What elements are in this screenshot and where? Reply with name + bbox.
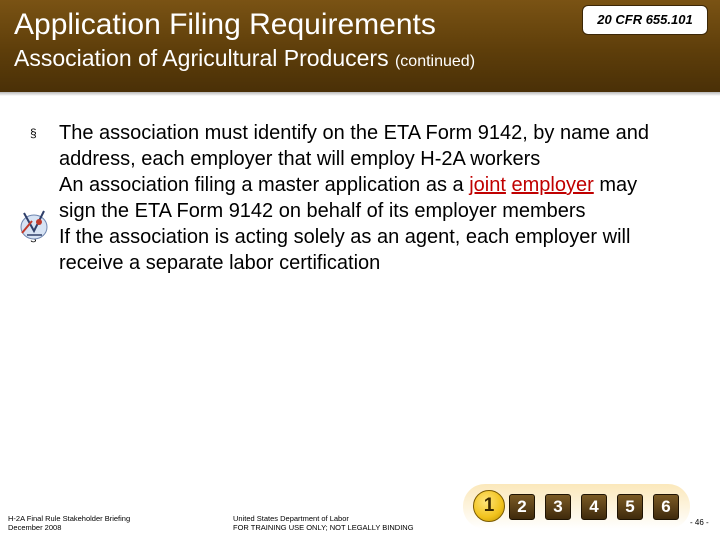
step-badge-1[interactable]: 1 (473, 490, 505, 522)
step-badge-6[interactable]: 6 (653, 494, 679, 520)
footer-left (8, 514, 130, 532)
step-badge-5[interactable]: 5 (617, 494, 643, 520)
step-badge-3[interactable]: 3 (545, 494, 571, 520)
bullet-text (59, 174, 637, 222)
cfr-reference-badge: 20 CFR 655.101 (582, 5, 708, 35)
slide-subtitle (14, 43, 475, 77)
bullet-item (30, 120, 670, 172)
step-badge-4[interactable]: 4 (581, 494, 607, 520)
page-number: - 46 - (690, 518, 709, 527)
bullet-text-before: An association filing a master application as a (59, 174, 470, 196)
subtitle-text: Association of Agricultural Producers (14, 45, 389, 71)
footer-date: December 2008 (8, 523, 62, 532)
bullet-item (30, 172, 670, 224)
slide-header (0, 0, 720, 92)
step-badge-2[interactable]: 2 (509, 494, 535, 520)
bullet-list (30, 120, 670, 276)
bullet-text: If the association is acting solely as an agent, each employer will receive a separate labor certification (59, 226, 631, 274)
bullet-text-after: may sign the ETA Form 9142 on behalf of its employer members (59, 174, 638, 222)
bullet-marker-icon: § (30, 126, 37, 140)
employer-link[interactable]: employer (511, 174, 594, 196)
bullet-text: The association must identify on the ETA Form 9142, by name and address, each employer that will employ H-2A workers (59, 122, 649, 170)
clip-art-icon (18, 205, 50, 241)
footer-briefing-title: H-2A Final Rule Stakeholder Briefing (8, 514, 131, 523)
bullet-item (30, 224, 670, 276)
footer-disclaimer: FOR TRAINING USE ONLY; NOT LEGALLY BINDING (233, 523, 414, 532)
joint-link[interactable]: joint (469, 174, 506, 196)
footer-department: United States Department of Labor (233, 514, 349, 523)
slide-title: Application Filing Requirements (14, 8, 436, 41)
subtitle-note: (continued) (394, 53, 476, 70)
footer-center (233, 514, 414, 532)
